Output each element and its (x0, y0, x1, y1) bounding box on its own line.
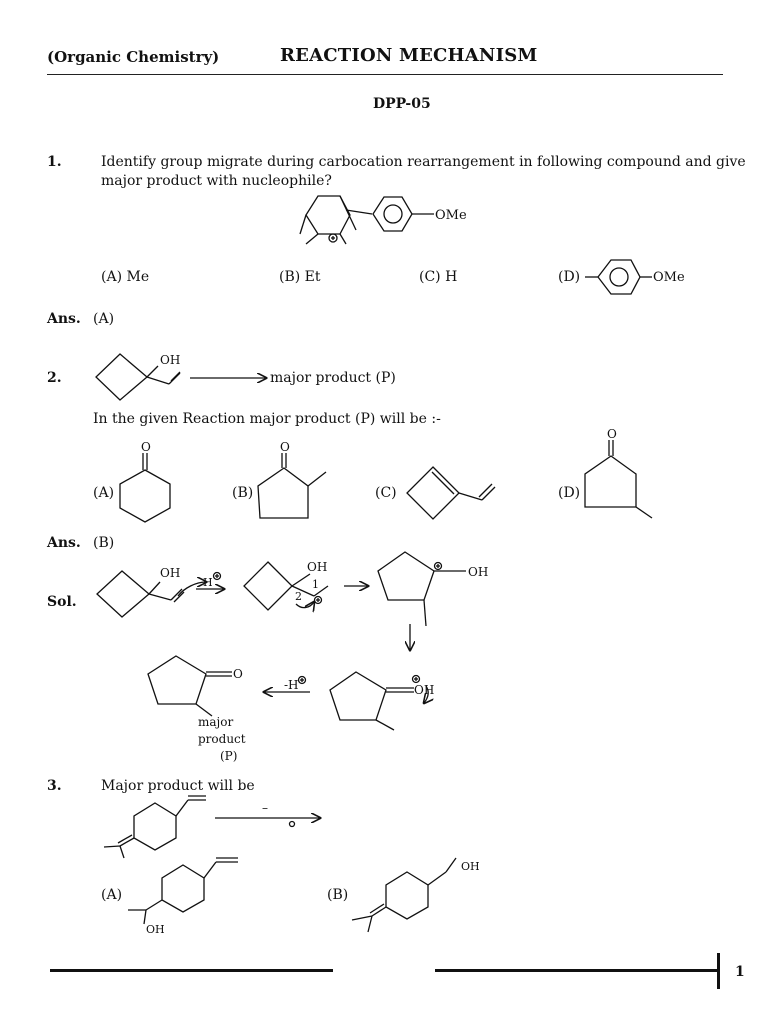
q2-answer: (B) (93, 535, 115, 551)
sol-product-label: product (198, 732, 246, 746)
q2-oh-label: OH (160, 353, 181, 367)
q2-option-d: (D) (558, 485, 581, 501)
q2-option-b-structure (258, 440, 326, 518)
q3-option-a-structure (128, 858, 238, 936)
q2-d-oxygen: O (607, 427, 617, 441)
q3-reactant (104, 796, 320, 858)
q1-answer: (A) (93, 311, 115, 327)
sol-major-label: major (198, 715, 234, 729)
q2-prompt: In the given Reaction major product (P) will be :- (93, 411, 441, 427)
sol-minus-h: -H (284, 678, 299, 692)
q2-option-a-structure (120, 440, 170, 522)
q1-option-a: (A) Me (101, 269, 150, 285)
q3-number: 3. (47, 778, 62, 794)
q3-option-a: (A) (101, 887, 123, 903)
footer-rule-right (435, 969, 719, 972)
sol-step3 (378, 552, 488, 650)
sol-p-label: (P) (220, 749, 238, 763)
q2-number: 2. (47, 370, 62, 386)
q1-option-d-structure (585, 260, 685, 294)
q3-minus: – (262, 801, 268, 815)
q1-text-line1: Identify group migrate during carbocation rearrangement in following compound and give (101, 154, 746, 170)
q2-option-d-structure (585, 427, 652, 518)
sol-step1 (97, 566, 224, 617)
q1-structure (300, 196, 467, 244)
q2-a-oxygen: O (141, 440, 151, 454)
q1-number: 1. (47, 154, 62, 170)
sol-oh-4: OH (414, 683, 435, 697)
sol-step-2-num: 2 (295, 590, 302, 603)
q1-option-c: (C) H (419, 269, 458, 285)
page-number: 1 (735, 964, 745, 980)
q3-option-b: (B) (327, 887, 349, 903)
q1-option-d: (D) (558, 269, 581, 285)
q3-a-oh: OH (146, 923, 165, 936)
q2-option-c-structure (407, 467, 495, 519)
q2-ans-label: Ans. (47, 535, 81, 551)
q3-prompt: Major product will be (101, 778, 255, 794)
q2-option-b: (B) (232, 485, 254, 501)
sol-oh-1: OH (160, 566, 181, 580)
q1-d-ome-label: OMe (653, 270, 685, 285)
footer-rule-left (50, 969, 333, 972)
sol-h-plus: H (203, 576, 213, 589)
page-title: REACTION MECHANISM (280, 45, 538, 66)
q3-option-b-structure (352, 858, 480, 932)
q1-text-line2: major product with nucleophile? (101, 173, 332, 189)
q2-sol-label: Sol. (47, 594, 77, 610)
sol-step4 (264, 672, 434, 730)
sol-step2 (244, 560, 368, 610)
sol-product (148, 656, 246, 763)
sheet-code: DPP-05 (373, 96, 431, 112)
q2-option-c: (C) (375, 485, 397, 501)
subject-label: (Organic Chemistry) (47, 48, 220, 66)
sol-product-oxygen: O (233, 667, 243, 681)
q1-option-b: (B) Et (279, 269, 321, 285)
q1-ans-label: Ans. (47, 311, 81, 327)
sol-step-1-num: 1 (312, 578, 319, 591)
footer-tick (717, 953, 720, 989)
q3-b-oh: OH (461, 860, 480, 873)
q2-arrow-text: major product (P) (270, 370, 396, 386)
q2-option-a: (A) (93, 485, 115, 501)
q1-ome-label: OMe (435, 208, 467, 223)
q2-reactant (96, 353, 266, 400)
sol-oh-2: OH (307, 560, 328, 574)
q2-b-oxygen: O (280, 440, 290, 454)
sol-oh-3: OH (468, 565, 489, 579)
